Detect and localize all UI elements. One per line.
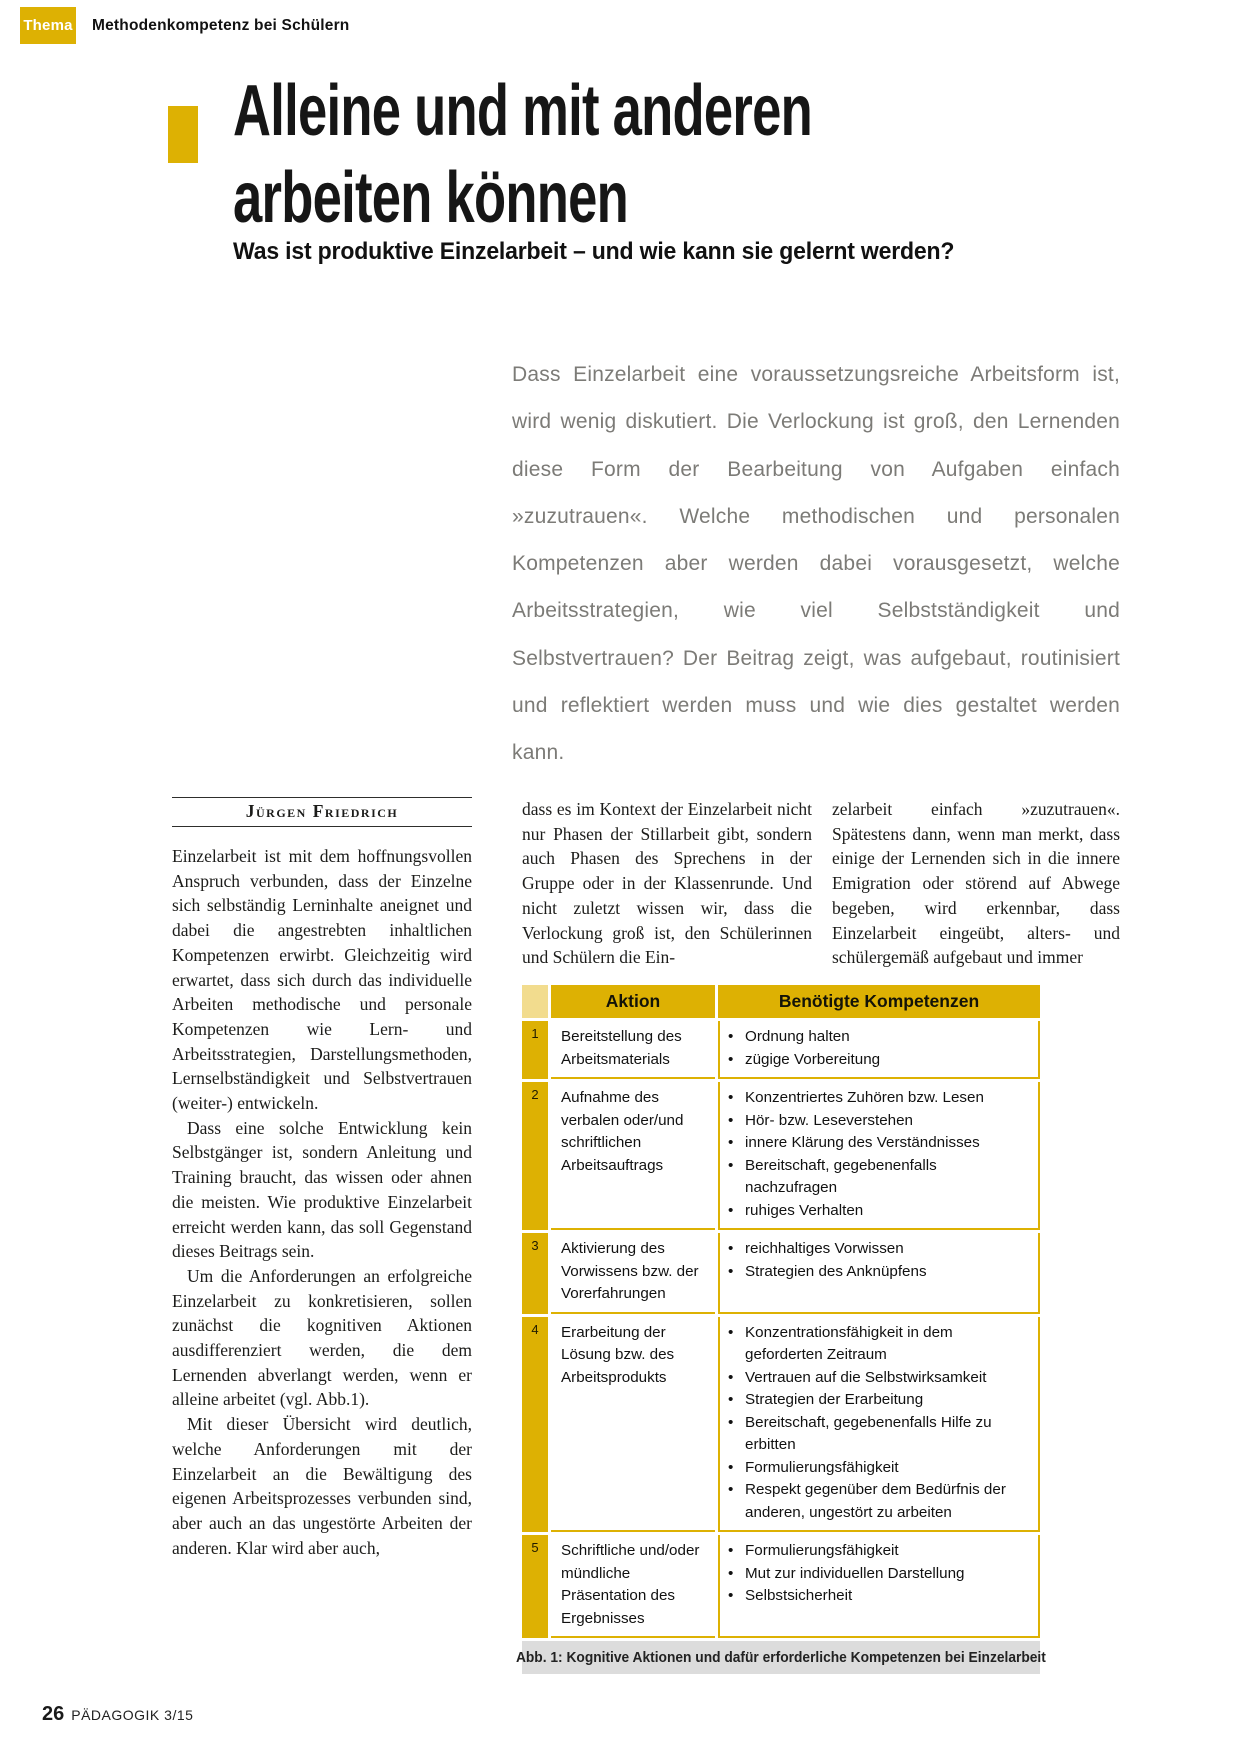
table-body xyxy=(522,1021,1040,1638)
row-number: 4 xyxy=(522,1317,548,1533)
bullet-icon: • xyxy=(728,1564,734,1582)
journal-title: PÄDAGOGIK 3/15 xyxy=(71,1707,194,1723)
competence-item xyxy=(728,1132,1030,1155)
table-row xyxy=(522,1082,1040,1230)
competences-cell xyxy=(718,1021,1040,1079)
page-footer xyxy=(42,1703,193,1726)
intro-paragraph: Dass Einzelarbeit eine voraussetzungsreiche Arbeitsform ist, wird wenig diskutiert. Die Verlockung ist groß, den Lernenden diese Form der Bearbeitung von Aufgaben einfach »zuzutrauen«. Welche methodischen und personalen Kompetenzen aber werden dabei vorausgesetzt, welche Arbeitsstrategien, wie viel Selbstständigkeit und Selbstvertrauen? Der Beitrag zeigt, was aufgebaut, routinisiert und reflektiert werden muss und wie dies gestaltet werden kann. xyxy=(512,363,1120,765)
bullet-icon: • xyxy=(728,1050,734,1068)
article-title-line2: arbeiten können xyxy=(233,158,629,238)
competence-item xyxy=(728,1087,1030,1110)
author-byline xyxy=(172,797,472,827)
table-row xyxy=(522,1233,1040,1314)
body-paragraph: Mit dieser Übersicht wird deutlich, welche Anforderungen mit der Einzelarbeit an die Bewältigung des eigenen Arbeitsprozesses verbunden sind, aber auch an das ungestörte Arbeiten der anderen. Klar wird aber auch, xyxy=(172,1414,472,1558)
bullet-icon: • xyxy=(728,1240,734,1257)
action-cell: Aufnahme des verbalen oder/und schriftlichen Arbeitsauftrags xyxy=(551,1082,715,1230)
competence-item xyxy=(728,1457,1030,1480)
competence-text: Bereitschaft, gegebenenfalls Hilfe zu erbitten xyxy=(745,1413,992,1453)
body-paragraph: Dass eine solche Entwicklung kein Selbstgänger ist, sondern Anleitung und Training braucht, das wissen oder ahnen die meisten. Wie produktive Einzelarbeit erreicht werden kann, das soll Gegenstand dieses Beitrags sein. xyxy=(172,1117,472,1262)
competence-item xyxy=(728,1049,1030,1072)
competence-text: Respekt gegenüber dem Bedürfnis der anderen, ungestört zu arbeiten xyxy=(745,1481,1006,1521)
competence-text: Vertrauen auf die Selbstwirksamkeit xyxy=(745,1368,987,1386)
competence-item xyxy=(728,1389,1030,1412)
bullet-icon: • xyxy=(728,1028,734,1045)
competence-item xyxy=(728,1200,1030,1223)
topbar-title: Methodenkompetenz bei Schülern xyxy=(92,16,350,34)
bullet-icon: • xyxy=(728,1587,734,1604)
page-number: 26 xyxy=(42,1703,65,1725)
competence-text: Formulierungsfähigkeit xyxy=(745,1458,899,1476)
article-title-line1: Alleine und mit anderen xyxy=(233,71,812,151)
figure-caption-text: Abb. 1: Kognitive Aktionen und dafür erforderliche Kompetenzen bei Einzelarbeit xyxy=(516,1649,1046,1666)
competence-item xyxy=(728,1155,1030,1200)
action-cell: Schriftliche und/oder mündliche Präsentation des Ergebnisses xyxy=(551,1535,715,1638)
competence-item xyxy=(728,1367,1030,1390)
bullet-icon: • xyxy=(728,1391,734,1408)
bullet-icon: • xyxy=(728,1413,734,1431)
competence-text: Formulierungsfähigkeit xyxy=(745,1542,899,1559)
body-column-2: dass es im Kontext der Einzelarbeit nicht nur Phasen der Stillarbeit gibt, sondern auch Phasen des Sprechens in der Gruppe oder in der Klassenrunde. Und nicht zuletzt wissen wir, dass die Verlockung groß ist, den Schülerinnen und Schülern die Ein- xyxy=(522,799,812,968)
bullet-icon: • xyxy=(728,1089,734,1106)
competence-item xyxy=(728,1110,1030,1133)
competence-text: zügige Vorbereitung xyxy=(745,1050,881,1068)
bullet-icon: • xyxy=(728,1156,734,1174)
table-row xyxy=(522,1317,1040,1533)
competence-text: innere Klärung des Verständnisses xyxy=(745,1134,980,1151)
competence-text: Strategien der Erarbeitung xyxy=(745,1391,924,1408)
bullet-icon: • xyxy=(728,1542,734,1559)
competence-text: reichhaltiges Vorwissen xyxy=(745,1240,904,1257)
competences-cell xyxy=(718,1082,1040,1230)
body-column-3: zelarbeit einfach »zuzutrauen«. Spätestens dann, wenn man merkt, dass einige der Lernenden sich in die innere Emigration oder störend auf Abwege begeben, wird erkennbar, dass Einzelarbeit eingeübt, alters- und schülergemäß aufgebaut und immer xyxy=(832,799,1120,968)
competences-cell xyxy=(718,1317,1040,1533)
bullet-icon: • xyxy=(728,1111,734,1129)
competence-item xyxy=(728,1540,1030,1563)
author-rule-bottom xyxy=(172,826,472,827)
bullet-icon: • xyxy=(728,1201,734,1219)
table-row xyxy=(522,1021,1040,1079)
article-subtitle: Was ist produktive Einzelarbeit – und wie kann sie gelernt werden? xyxy=(233,238,955,265)
row-number: 1 xyxy=(522,1021,548,1079)
row-number: 2 xyxy=(522,1082,548,1230)
competence-text: ruhiges Verhalten xyxy=(745,1201,864,1219)
body-column-1 xyxy=(172,797,472,1560)
body-paragraph: Um die Anforderungen an erfolgreiche Einzelarbeit zu konkretisieren, sollen zunächst die kognitiven Aktionen ausdifferenziert werden, die dem Lernenden abverlangt werden, wenn er alleine arbeitet (vgl. Abb.1). xyxy=(172,1265,472,1410)
row-number: 5 xyxy=(522,1535,548,1638)
table-header-row xyxy=(522,985,1040,1018)
competence-text: Bereitschaft, gegebenenfalls nachzufragen xyxy=(745,1156,937,1196)
table-header-kompetenzen: Benötigte Kompetenzen xyxy=(718,985,1040,1018)
competence-item xyxy=(728,1563,1030,1586)
competence-text: Konzentrationsfähigkeit in dem geforderten Zeitraum xyxy=(745,1323,953,1363)
competences-cell xyxy=(718,1233,1040,1314)
topic-tag: Thema xyxy=(20,7,76,44)
body-paragraph: Einzelarbeit ist mit dem hoffnungsvollen Anspruch verbunden, dass der Einzelne sich selbständig Lerninhalte aneignet und dabei die angestrebten inhaltlichen Kompetenzen erwirbt. Gleichzeitig wird erwartet, dass sich durch das individuelle Arbeiten methodische und personale Kompetenzen wie Lern- und Arbeitsstrategien, Darstellungsmethoden, Lernselbständigkeit und Selbstvertrauen (weiter-) entwickeln. xyxy=(172,846,472,1114)
title-bullet-square-icon xyxy=(168,106,198,163)
bullet-icon: • xyxy=(728,1481,734,1498)
table-header-aktion: Aktion xyxy=(551,985,715,1018)
competence-text: Strategien des Anknüpfens xyxy=(745,1262,927,1280)
competence-text: Selbstsicherheit xyxy=(745,1587,853,1604)
table-corner-cell xyxy=(522,985,548,1018)
table-row xyxy=(522,1535,1040,1638)
competence-item xyxy=(728,1261,1030,1284)
figure-caption xyxy=(516,1641,1046,1674)
bullet-icon: • xyxy=(728,1458,734,1476)
action-cell: Bereitstellung des Arbeitsmaterials xyxy=(551,1021,715,1079)
article-title xyxy=(233,68,812,242)
competence-text: Ordnung halten xyxy=(745,1028,850,1045)
competence-item xyxy=(728,1585,1030,1608)
action-cell: Erarbeitung der Lösung bzw. des Arbeitsprodukts xyxy=(551,1317,715,1533)
competence-text: Mut zur individuellen Darstellung xyxy=(745,1564,965,1582)
competences-cell xyxy=(718,1535,1040,1638)
competence-item xyxy=(728,1026,1030,1049)
figure-table xyxy=(516,985,1046,1674)
author-name: Jürgen Friedrich xyxy=(245,801,399,821)
bullet-icon: • xyxy=(728,1323,734,1341)
bullet-icon: • xyxy=(728,1134,734,1151)
competence-item xyxy=(728,1238,1030,1261)
bullet-icon: • xyxy=(728,1368,734,1386)
competence-text: Hör- bzw. Leseverstehen xyxy=(745,1111,913,1129)
action-cell: Aktivierung des Vorwissens bzw. der Vorerfahrungen xyxy=(551,1233,715,1314)
body-column-1-text xyxy=(172,844,472,1560)
competence-item xyxy=(728,1322,1030,1367)
row-number: 3 xyxy=(522,1233,548,1314)
competence-item xyxy=(728,1412,1030,1457)
bullet-icon: • xyxy=(728,1262,734,1280)
competence-item xyxy=(728,1479,1030,1524)
competence-text: Konzentriertes Zuhören bzw. Lesen xyxy=(745,1089,984,1106)
